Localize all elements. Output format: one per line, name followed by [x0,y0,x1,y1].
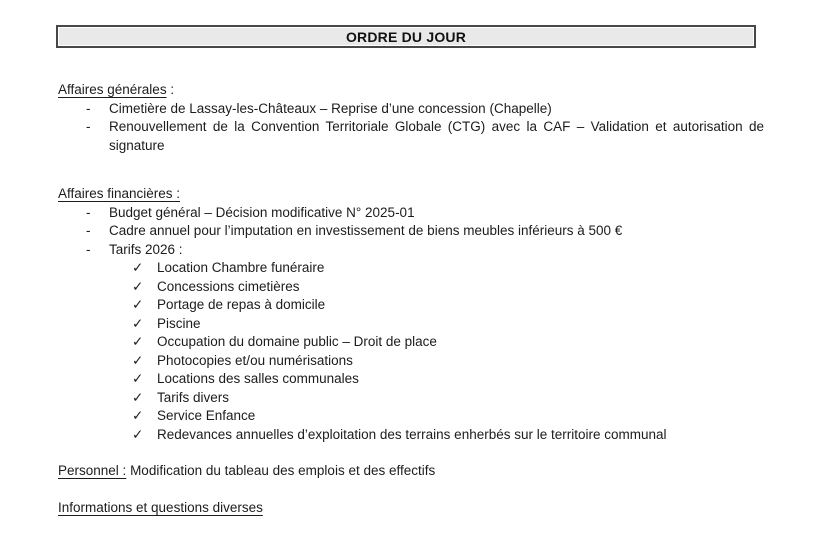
checklist-item-text: Concessions cimetières [157,278,300,294]
tarifs-checklist [58,259,764,444]
checklist-item [58,407,764,426]
list-item-text: Cadre annuel pour l’imputation en investissement de biens meubles inférieurs à 500 € [109,223,623,238]
check-icon: ✓ [132,334,144,349]
list-item [58,222,764,241]
document-body [58,81,764,517]
heading-text: Personnel : [58,463,127,478]
list-item [58,204,764,223]
check-icon: ✓ [132,297,144,312]
section-heading [58,185,764,204]
dash-bullet: - [86,100,91,116]
checklist-item [58,370,764,389]
personnel-text: Modification du tableau des emplois et des effectifs [130,463,436,478]
checklist-item [58,352,764,371]
dash-bullet: - [86,119,91,134]
heading-text: Affaires générales [58,82,167,97]
checklist-item [58,259,764,278]
dash-bullet: - [86,204,91,220]
checklist-item-text: Location Chambre funéraire [157,260,325,275]
section-heading [58,81,764,100]
checklist-item [58,389,764,408]
list-item [58,100,764,119]
checklist-item [58,333,764,352]
title-box [56,25,756,48]
list-item [58,118,764,155]
check-icon: ✓ [132,426,144,442]
check-icon: ✓ [132,408,144,423]
document-title: ORDRE DU JOUR [345,28,467,45]
check-icon: ✓ [132,389,144,405]
heading-text: Affaires financières : [58,186,181,201]
list-item-text: Budget général – Décision modificative N° 2025-01 [109,204,415,220]
checklist-item-text: Service Enfance [157,408,256,423]
section-personnel [58,462,764,481]
check-icon: ✓ [132,371,144,386]
checklist-item-text: Tarifs divers [157,389,230,405]
check-icon: ✓ [132,260,144,275]
dash-bullet: - [86,241,91,257]
section-informations [58,499,764,518]
checklist-item-text: Piscine [157,315,201,331]
list-item-text: Cimetière de Lassay-les-Châteaux – Reprise d’une concession (Chapelle) [109,100,552,116]
list-item-text: Renouvellement de la Convention Territoriale Globale (CTG) avec la CAF – Validation et autorisation de signature [109,119,764,153]
check-icon: ✓ [132,315,144,331]
list-item [58,241,764,260]
checklist-item-text: Redevances annuelles d’exploitation des terrains enherbés sur le territoire communal [157,426,667,442]
checklist-item [58,426,764,445]
checklist-item-text: Photocopies et/ou numérisations [157,352,353,368]
dash-bullet: - [86,223,91,238]
checklist-item-text: Portage de repas à domicile [157,297,326,312]
heading-text: Informations et questions diverses [58,499,263,515]
checklist-item-text: Locations des salles communales [157,371,359,386]
checklist-item [58,278,764,297]
section-affaires-financieres [58,185,764,444]
check-icon: ✓ [132,278,144,294]
checklist-item [58,315,764,334]
heading-colon: : [166,82,175,97]
checklist-item-text: Occupation du domaine public – Droit de place [157,334,437,349]
list-item-text: Tarifs 2026 : [109,241,183,257]
checklist-item [58,296,764,315]
check-icon: ✓ [132,352,144,368]
section-affaires-generales [58,81,764,155]
